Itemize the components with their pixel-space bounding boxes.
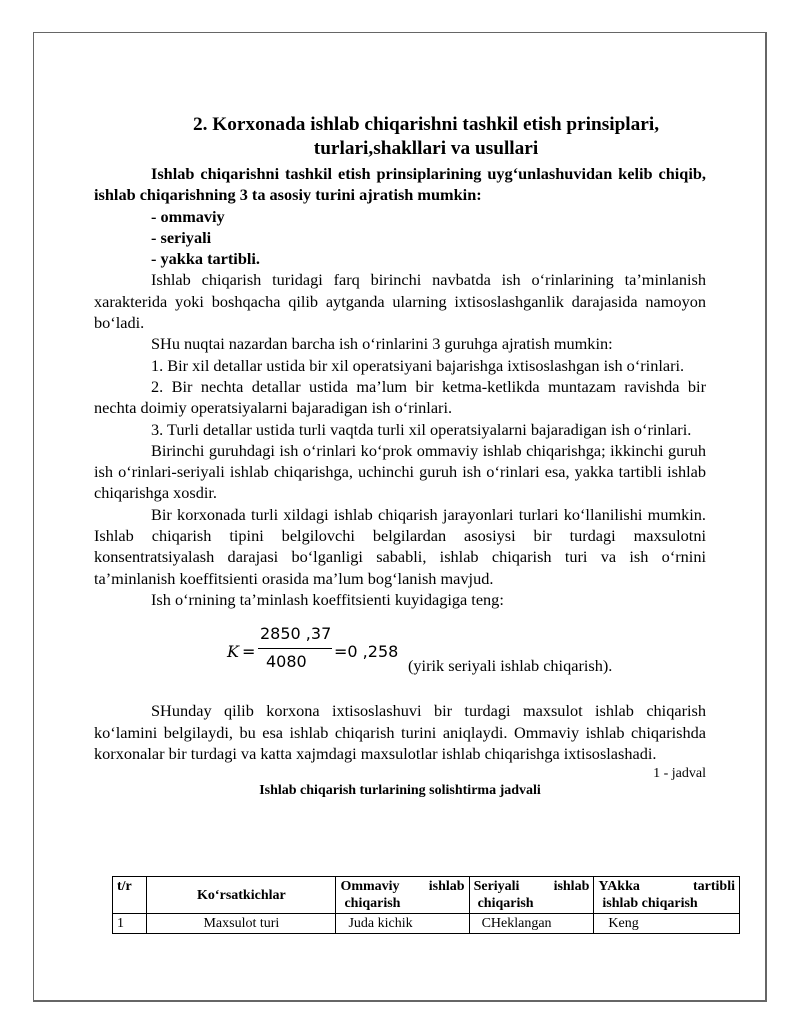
numbered-item-3: 3. Turli detallar ustida turli vaqtda turli xil operatsiyalarni bajaradigan ish o‘rinlari. xyxy=(151,419,692,439)
paragraph: Birinchi guruhdagi ish o‘rinlari ko‘prok ommaviy ishlab chiqarishga; ikkinchi guruh ish o‘rinlari-seriyali ishlab chiqarishga, uchinchi guruh ish o‘rinlari esa, yakka tartibli ishlab chiqarishga xosdir. xyxy=(94,440,706,503)
table-title: Ishlab chiqarish turlarining solishtirma jadvali xyxy=(259,783,541,799)
cell-seriyali: CHeklangan xyxy=(469,914,594,934)
formula-k: K xyxy=(227,642,239,662)
section-title xyxy=(94,113,706,161)
intro-paragraph: Ishlab chiqarishni tashkil etish prinsiplarining uyg‘unlashuvidan kelib chiqib, ishlab chiqarishning 3 ta asosiy turini ajratish mumkin: xyxy=(94,164,706,205)
header-tr: t/r xyxy=(113,877,147,914)
coefficient-formula xyxy=(94,624,706,680)
list-item-ommaviy: - ommaviy xyxy=(151,206,225,226)
cell-ommaviy: Juda kichik xyxy=(336,914,469,934)
table-row xyxy=(113,914,740,934)
formula-result: =0 ,258 xyxy=(334,642,399,662)
cell-tr: 1 xyxy=(113,914,147,934)
formula-numerator: 2850 ,37 xyxy=(260,624,332,644)
header-korsatkichlar: Ko‘rsatkichlar xyxy=(147,877,336,914)
formula-note: (yirik seriyali ishlab chiqarish). xyxy=(408,656,613,676)
header-yakka: YAkka tartibli ishlab chiqarish xyxy=(594,877,740,914)
section-title-line2: turlari,shakllari va usullari xyxy=(313,138,539,159)
header-ommaviy: Ommaviy ishlab chiqarish xyxy=(336,877,469,914)
numbered-item-1: 1. Bir xil detallar ustida bir xil operatsiyani bajarishga ixtisoslashgan ish o‘rinlari. xyxy=(151,355,685,375)
list-item-yakka: - yakka tartibli. xyxy=(151,249,261,269)
table-header-row xyxy=(113,877,740,914)
paragraph: Bir korxonada turli xildagi ishlab chiqarish jarayonlari turlari ko‘llanilishi mumkin. Ishlab chiqarish tipini belgilovchi belgilardan asosiysi bir turdagi maxsulotni konsentratsiyalash darajasi bo‘lganligi sababli, ishlab chiqarish turi va ish o‘rnini ta’minlanish koeffitsienti orasida ma’lum bog‘lanish mavjud. xyxy=(94,504,706,588)
paragraph: Ish o‘rnining ta’minlash koeffitsienti kuyidagiga teng: xyxy=(151,589,504,609)
formula-equals: = xyxy=(242,642,256,662)
comparison-table xyxy=(112,876,740,934)
paragraph: Ishlab chiqarish turidagi farq birinchi navbatda ish o‘rinlarining ta’minlanish xarakterida yoki boshqacha qilib aytganda ularning ixtisoslashganlik darajasida namoyon bo‘ladi. xyxy=(94,270,706,333)
header-seriyali: Seriyali ishlab chiqarish xyxy=(469,877,594,914)
paragraph: SHunday qilib korxona ixtisoslashuvi bir turdagi maxsulot ishlab chiqarish ko‘lamini belgilaydi, bu esa ishlab chiqarish turini aniqlaydi. Ommaviy ishlab chiqarishda korxonalar bir turdagi va katta xajmdagi maxsulotlar ishlab chiqarishga ixtisoslashadi. xyxy=(94,701,706,763)
cell-korsatkich: Maxsulot turi xyxy=(147,914,336,934)
document-body xyxy=(94,113,706,799)
paragraph: SHu nuqtai nazardan barcha ish o‘rinlarini 3 guruhga ajratish mumkin: xyxy=(151,334,613,354)
cell-yakka: Keng xyxy=(594,914,740,934)
section-title-line1: 2. Korxonada ishlab chiqarishni tashkil etish prinsiplari, xyxy=(192,114,660,135)
formula-denominator: 4080 xyxy=(266,652,307,672)
table-label: 1 - jadval xyxy=(653,766,706,782)
list-item-seriyali: - seriyali xyxy=(151,227,212,247)
numbered-item-2: 2. Bir nechta detallar ustida ma’lum bir ketma-ketlikda muntazam ravishda bir nechta doimiy operatsiyalarni bajaradigan ish o‘rinlari. xyxy=(94,376,706,418)
fraction-bar xyxy=(258,648,332,649)
